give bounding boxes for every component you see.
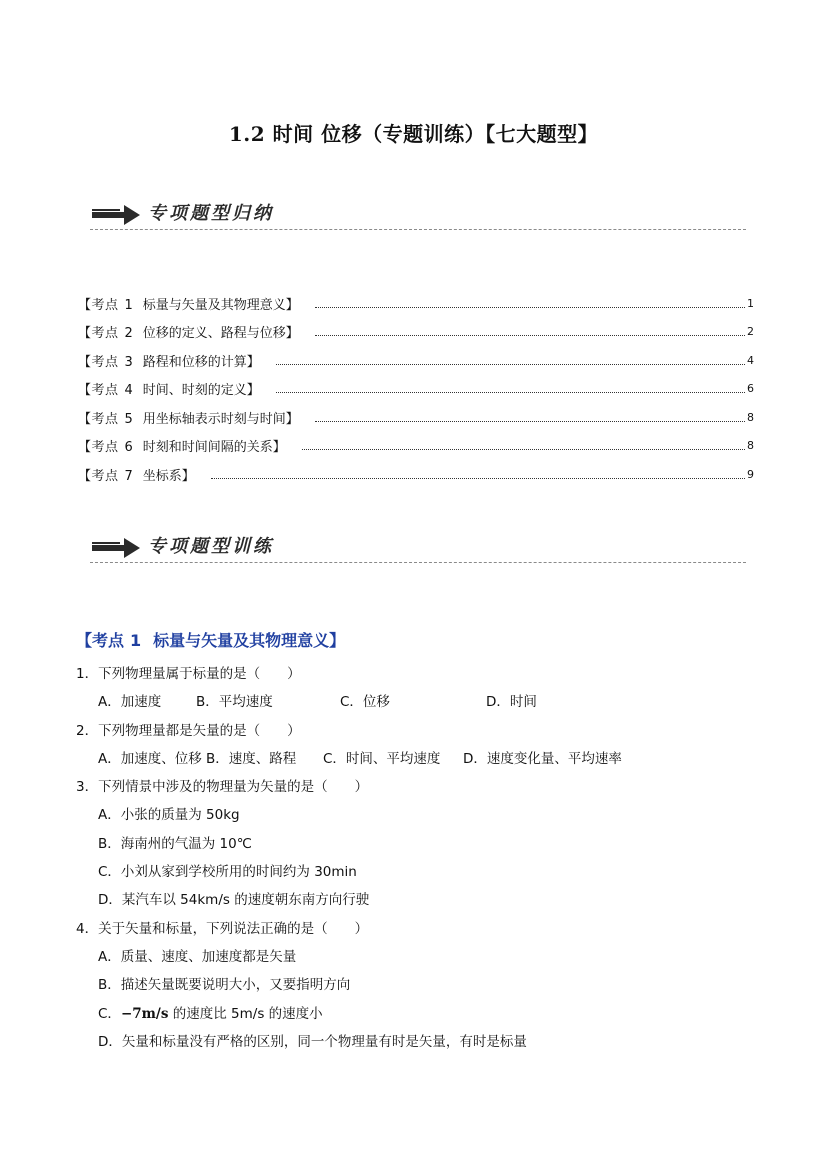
banner-title: 专项题型训练 bbox=[148, 536, 274, 557]
dashed-divider bbox=[90, 562, 746, 563]
question-stem: 1．下列物理量属于标量的是（ ） bbox=[76, 666, 301, 682]
question-options bbox=[76, 745, 766, 773]
toc-page-number: 8 bbox=[747, 410, 754, 424]
option-a[interactable]: A．小张的质量为 50kg bbox=[98, 807, 240, 824]
option-b[interactable]: B．描述矢量既要说明大小，又要指明方向 bbox=[98, 977, 351, 994]
toc-item[interactable] bbox=[78, 460, 754, 489]
dot-leader bbox=[315, 307, 745, 308]
option-c[interactable] bbox=[76, 1000, 766, 1028]
section-heading: 【考点 1 标量与矢量及其物理意义】 bbox=[76, 631, 346, 650]
option-c[interactable]: C．位移 bbox=[340, 694, 390, 711]
question-stem: 3．下列情景中涉及的物理量为矢量的是（ ） bbox=[76, 779, 369, 796]
toc-label: 【考点 1 标量与矢量及其物理意义】 bbox=[78, 297, 299, 313]
table-of-contents bbox=[78, 289, 754, 489]
toc-item[interactable] bbox=[78, 432, 754, 461]
dot-leader bbox=[315, 421, 745, 422]
question-options bbox=[76, 688, 766, 716]
toc-page-number: 8 bbox=[747, 439, 754, 453]
toc-item[interactable] bbox=[78, 375, 754, 404]
option-a[interactable]: A．质量、速度、加速度都是矢量 bbox=[98, 948, 297, 965]
toc-item[interactable] bbox=[78, 289, 754, 318]
toc-page-number: 1 bbox=[747, 296, 754, 310]
velocity-value: −7m/s bbox=[120, 1005, 169, 1022]
banner-title: 专项题型归纳 bbox=[148, 203, 274, 224]
option-d[interactable]: D．时间 bbox=[486, 694, 537, 711]
dot-leader bbox=[302, 449, 745, 450]
toc-page-number: 9 bbox=[747, 467, 754, 481]
dashed-divider bbox=[90, 229, 746, 230]
option-c[interactable]: C．时间、平均速度 bbox=[323, 750, 441, 767]
toc-label: 【考点 4 时间、时刻的定义】 bbox=[78, 383, 260, 399]
option-b[interactable]: B．海南州的气温为 10℃ bbox=[98, 835, 252, 852]
page-title: 1.2 时间 位移（专题训练）【七大题型】 bbox=[228, 122, 599, 146]
option-d[interactable]: D．某汽车以 54km/s 的速度朝东南方向行驶 bbox=[98, 892, 370, 909]
dot-leader bbox=[276, 364, 745, 365]
toc-label: 【考点 2 位移的定义、路程与位移】 bbox=[78, 326, 299, 342]
toc-label: 【考点 3 路程和位移的计算】 bbox=[78, 354, 260, 370]
option-d[interactable]: D．速度变化量、平均速率 bbox=[463, 750, 622, 767]
toc-page-number: 2 bbox=[747, 325, 754, 339]
toc-page-number: 6 bbox=[747, 382, 754, 396]
toc-item[interactable] bbox=[78, 318, 754, 347]
question-stem: 2．下列物理量都是矢量的是（ ） bbox=[76, 722, 301, 739]
option-d[interactable]: D．矢量和标量没有严格的区别，同一个物理量有时是矢量，有时是标量 bbox=[98, 1033, 527, 1050]
dot-leader bbox=[315, 335, 745, 336]
dot-leader bbox=[276, 392, 745, 393]
toc-label: 【考点 7 坐标系】 bbox=[78, 468, 195, 484]
option-c-text: 的速度比 5m/s 的速度小 bbox=[168, 1005, 323, 1022]
section-banner-summary bbox=[90, 198, 746, 232]
option-a[interactable]: A．加速度、位移 bbox=[98, 750, 202, 767]
option-b[interactable]: B．平均速度 bbox=[196, 694, 273, 711]
toc-label: 【考点 6 时刻和时间间隔的关系】 bbox=[78, 440, 286, 456]
toc-page-number: 4 bbox=[747, 353, 754, 367]
option-b[interactable]: B．速度、路程 bbox=[206, 750, 297, 767]
section-banner-training bbox=[90, 531, 746, 565]
toc-item[interactable] bbox=[78, 403, 754, 432]
toc-item[interactable] bbox=[78, 346, 754, 375]
dot-leader bbox=[211, 478, 745, 479]
question-list bbox=[76, 660, 766, 1056]
toc-label: 【考点 5 用坐标轴表示时刻与时间】 bbox=[78, 411, 299, 427]
option-a[interactable]: A．加速度 bbox=[98, 694, 162, 711]
arrow-icon bbox=[90, 537, 142, 559]
option-c[interactable]: C．小刘从家到学校所用的时间约为 30min bbox=[98, 864, 357, 881]
arrow-icon bbox=[90, 204, 142, 226]
option-c-label: C． bbox=[98, 1005, 121, 1022]
question-stem: 4．关于矢量和标量，下列说法正确的是（ ） bbox=[76, 920, 369, 937]
